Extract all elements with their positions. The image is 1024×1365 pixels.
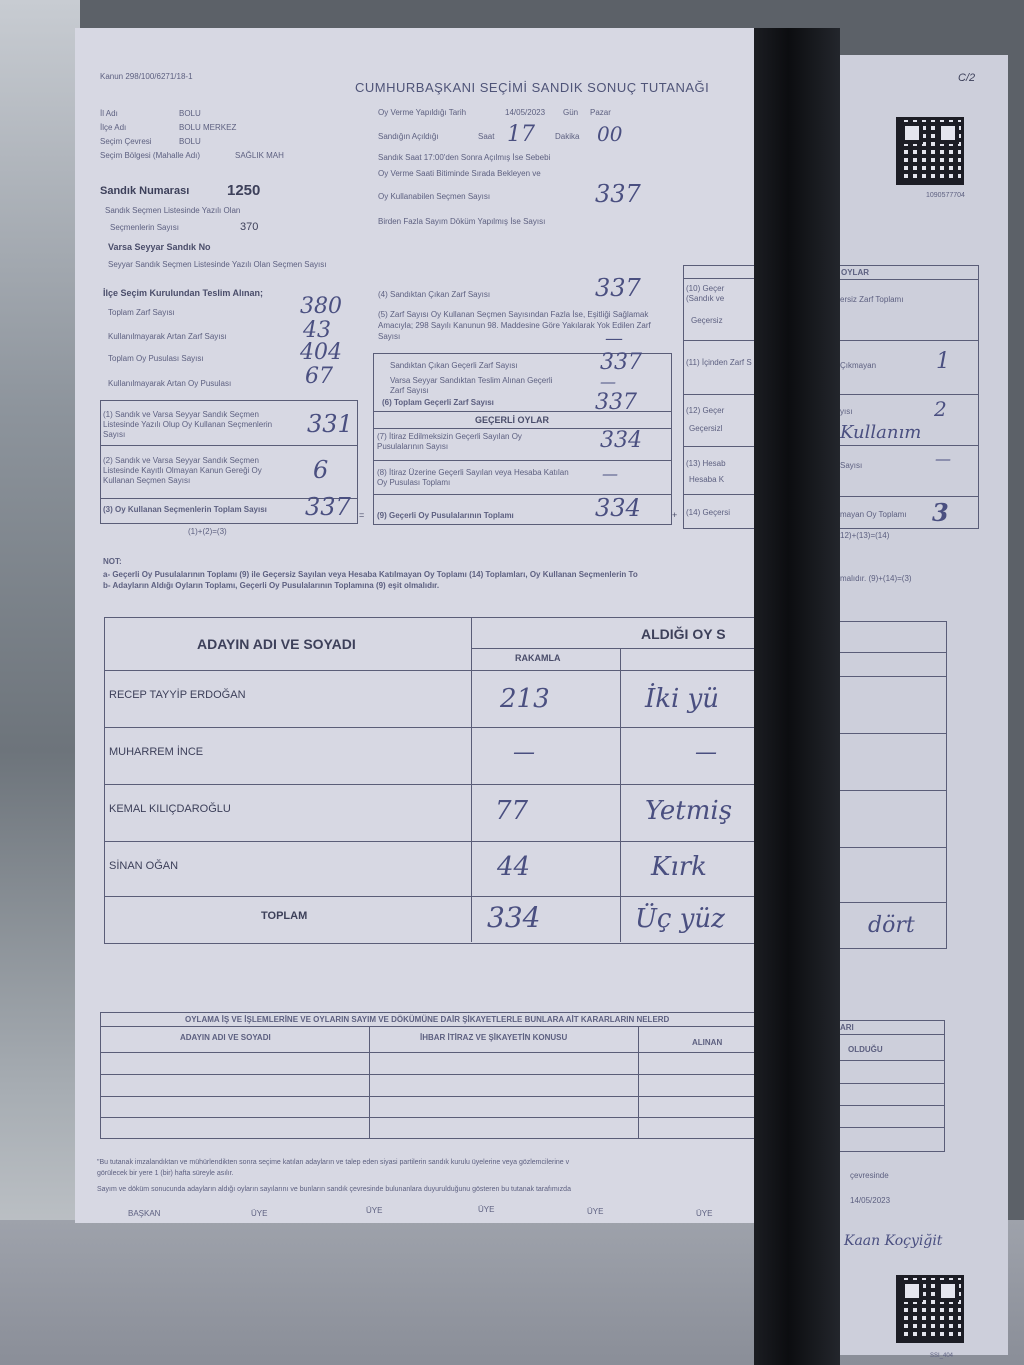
candidate-votes-text: Kırk bbox=[651, 852, 707, 882]
qr-number: 1090577704 bbox=[926, 192, 965, 199]
signature-date: 14/05/2023 bbox=[850, 1196, 891, 1205]
k4-value: 337 bbox=[595, 274, 641, 302]
k14-value: 3 bbox=[932, 498, 949, 527]
invalid-votes-box-right bbox=[838, 265, 979, 529]
signature-uye: ÜYE bbox=[587, 1207, 604, 1216]
invalid-votes-box bbox=[683, 265, 765, 529]
page-title: CUMHURBAŞKANI SEÇİMİ SANDIK SONUÇ TUTANAĞI bbox=[355, 80, 710, 95]
k8-value: — bbox=[602, 464, 618, 483]
valid-envelopes: 337 bbox=[600, 350, 642, 375]
law-reference: Kanun 298/100/6271/18-1 bbox=[100, 72, 193, 81]
candidate-name: SİNAN OĞAN bbox=[109, 860, 179, 872]
unused-envelopes: 43 bbox=[303, 318, 331, 343]
qr-code-icon bbox=[896, 1275, 964, 1343]
complaints-col-subject: İHBAR İTİRAZ VE ŞİKAYETİN KONUSU bbox=[420, 1033, 568, 1042]
total-votes-text-right: dört bbox=[868, 913, 915, 938]
candidate-name: MUHARREM İNCE bbox=[109, 746, 204, 758]
occluding-pole bbox=[754, 28, 840, 1365]
signature-uye: ÜYE bbox=[696, 1209, 713, 1218]
result-sheet: Kanun 298/100/6271/18-1 CUMHURBAŞKANI SEÇİMİ SANDIK SONUÇ TUTANAĞI İl Adı BOLU İlçe Adı BOLU MERKEZ Seçim Çevresi BOLU Seçim Bölgesi (Mahalle Adı) SAĞLIK MAH Sandık Numarası 1250 Sandık Seçmen Listesinde Yazılı Olan Seçmenlerin Sayısı 370 Varsa Seyyar Sandık No Seyyar Sandık Seçmen Listesinde Yazılı Olan Seçmen Sayısı Oy Verme Yapıldığı Tarih 14/05/2023 Gün Pazar Sandığın Açıldığı Saat 17 Dakika 00 Sandık Saat 17:00'den Sonra Açılmış İse Sebebi Oy Verme Saati Bitiminde Sırada Bekleyen ve Oy Kullanabilen Seçmen Sayısı 337 Birden Fazla Sayım Döküm Yapılmış İse Sayısı İlçe Seçim Kurulundan Teslim Alınan; Toplam Zarf Sayısı 380 Kullanılmayarak Artan Zarf Sayısı 43 Toplam Oy Pusulası Sayısı 404 Kullanılmayarak Artan Oy Pusulası 67 (1) Sandık ve Varsa Seyyar Sandık Seçmen Listesinde Yazılı Olup Oy Kullanan Seçmenlerin Sayısı 331 (2) Sandık ve Varsa Seyyar Sandık Seçmen Listesinde Kayıtlı Olmayan Kanun Gereği Oy Kullanan Seçmen Sayısı 6 (3) Oy Kullanan Seçmenlerin Toplam Sayısı 337 (1)+(2)=(3) = (4) Sandıktan Çıkan Zarf Sayısı 337 (5) Zarf Sayısı Oy Kullanan Seçmen Sayısından Fazla İse, Eşitliği Sağlamak Amacıyla; 298 Sayılı Kanunun 98. Maddesine Göre Yakılarak Yok Edilen Zarf Sayısı — Sandıktan Çıkan Geçerli Zarf Sayısı 337 Varsa Seyyar Sandıktan Teslim Alınan Geçerli Zarf Sayısı — (6) Toplam Geçerli Zarf Sayısı 337 GEÇERLİ OYLAR (7) İtiraz Edilmeksizin Geçerli Sayılan Oy Pusulalarının Sayısı 334 (8) İtiraz Üzerine Geçerli Sayılan veya Hesaba Katılan Oy Pusulası Toplamı — (9) Geçerli Oy Pusulalarının Toplamı 334 + (10) Geçer (Sandık ve Geçersiz (11) İçinden Zarf S (12) Geçer Geçersizl (13) Hesab Hesaba K (14) Geçersi NOT: a- Geçerli Oy Pusulalarının Toplamı (9) ile Geçersiz Sayılan veya Hesaba Katılmayan Oy Toplamı (14) Toplamları, Oy Kullanan Seçmenlerin To b- Adayların Aldığı Oyların Toplamı, Geçerli Oy Pusulalarının Toplamına (9) eşit olmalıdır. ADAYIN ADI VE SOYADI ALDIĞI OY S RAKAMLA RECEP TAYYİP ERDOĞAN 213 İki yü MUHARREM İNCE — — KEMAL KILIÇDAROĞLU 77 Yetmiş SİNAN OĞAN 44 Kırk TOPLAM 334 Üç yüz OYLAMA İŞ VE İŞLEMLERİNE VE OYLARIN SAYIM VE DÖKÜMÜNE DAİR ŞİKAYETLERLE BUNLARA AİT KARARLARIN NELERD ADAYIN ADI VE SOYADI İHBAR İTİRAZ VE ŞİKAYETİN KONUSU ALINAN "Bu tutanak imzalandıktan ve mühürlendikten sonra seçime katılan adayların ve talep eden siyasi partilerin sandık kurulu üyelerine veya gözlemcilerine v görülecek bir yere 1 (bir) hafta süreyle asılır. Sayım ve döküm sonucunda adayların aldığı oyların sayılarını ve bunların sandık çevresinde bulunanlara duyurulduğunu gösteren bu tutanak tarafımızda BAŞKAN ÜYE ÜYE ÜYE ÜYE ÜYE bbox=[75, 28, 765, 1223]
invalid-votes-title: OYLAR bbox=[841, 268, 869, 277]
complaints-table-right bbox=[838, 1020, 945, 1152]
k2-value: 6 bbox=[313, 456, 329, 484]
k6-value: 337 bbox=[595, 390, 637, 415]
note-a: a- Geçerli Oy Pusulalarının Toplamı (9) ile Geçersiz Sayılan veya Hesaba Katılmayan Oy Toplamı (14) Toplamları, Oy Kullanan Seçmenlerin To bbox=[103, 570, 638, 579]
signature: Kaan Koçyiğit bbox=[844, 1233, 943, 1249]
k12-note: Kullanım bbox=[840, 422, 922, 443]
total-ballots: 404 bbox=[300, 340, 342, 365]
note-b: b- Adayların Aldığı Oyların Toplamı, Geçerli Oy Pusulalarının Toplamına (9) eşit olmalıdır. bbox=[103, 581, 440, 590]
signature-uye: ÜYE bbox=[478, 1205, 495, 1214]
opening-minute: 00 bbox=[597, 122, 623, 146]
qr-code-icon bbox=[896, 117, 964, 185]
election-date: 14/05/2023 bbox=[505, 108, 546, 117]
unused-ballots: 67 bbox=[305, 364, 333, 389]
k5-value: — bbox=[605, 328, 623, 349]
candidate-votes-numeric: 44 bbox=[497, 852, 531, 882]
valid-votes-title: GEÇERLİ OYLAR bbox=[475, 415, 550, 425]
results-table bbox=[104, 617, 766, 944]
il-value: BOLU bbox=[179, 109, 201, 118]
k12-value: 2 bbox=[934, 397, 947, 421]
complaints-table bbox=[100, 1012, 767, 1139]
candidate-votes-text: Yetmiş bbox=[645, 796, 733, 826]
k13-value: — bbox=[935, 449, 951, 468]
cevre-value: BOLU bbox=[179, 137, 201, 146]
k3-value: 337 bbox=[305, 493, 351, 521]
k9-value: 334 bbox=[595, 494, 641, 522]
total-votes-text: Üç yüz bbox=[635, 904, 725, 934]
results-table-right bbox=[838, 621, 947, 949]
page-code: SSI_404 bbox=[930, 1353, 954, 1359]
mobile-envelopes: — bbox=[600, 372, 616, 391]
result-sheet-right: C/2 1090577704 OYLAR ersiz Zarf Toplamı Çıkmayan 1 yısı 2 Kullanım Sayısı — mayan Oy Toplamı 3 12)+(13)=(14) malıdır. (9)+(14)=(3) dört ARI OLDUĞU çevresinde 14/05/2023 Kaan Koçyiğit SSI_404 bbox=[838, 55, 1008, 1355]
waiting-voters: 337 bbox=[595, 180, 641, 208]
registered-voters: 370 bbox=[240, 221, 259, 233]
candidate-votes-text: — bbox=[695, 740, 717, 765]
k7-value: 334 bbox=[600, 428, 642, 453]
candidate-name: RECEP TAYYİP ERDOĞAN bbox=[109, 689, 246, 701]
ballot-box-number: 1250 bbox=[227, 182, 261, 199]
candidate-votes-numeric: 213 bbox=[500, 684, 550, 714]
bolge-value: SAĞLIK MAH bbox=[235, 151, 284, 160]
candidate-votes-numeric: 77 bbox=[495, 796, 529, 826]
complaints-title: OYLAMA İŞ VE İŞLEMLERİNE VE OYLARIN SAYIM VE DÖKÜMÜNE DAİR ŞİKAYETLERLE BUNLARA AİT KARARLARIN NELERD bbox=[185, 1015, 670, 1024]
form-code: C/2 bbox=[958, 72, 976, 84]
signature-baskan: BAŞKAN bbox=[128, 1209, 161, 1218]
col-votes: ALDIĞI OY S bbox=[641, 626, 726, 642]
candidate-votes-numeric: — bbox=[513, 740, 535, 765]
candidate-name: KEMAL KILIÇDAROĞLU bbox=[109, 803, 231, 815]
k11-value: 1 bbox=[936, 349, 950, 374]
k1-value: 331 bbox=[307, 410, 353, 438]
col-numeric: RAKAMLA bbox=[515, 653, 561, 663]
complaints-col-candidate: ADAYIN ADI VE SOYADI bbox=[180, 1033, 271, 1042]
signature-uye: ÜYE bbox=[366, 1206, 383, 1215]
signature-uye: ÜYE bbox=[251, 1209, 268, 1218]
col-candidate-name: ADAYIN ADI VE SOYADI bbox=[197, 636, 356, 652]
total-label: TOPLAM bbox=[261, 910, 308, 922]
ilce-value: BOLU MERKEZ bbox=[179, 123, 237, 132]
complaints-col-decision: ALINAN bbox=[692, 1038, 723, 1047]
candidate-votes-text: İki yü bbox=[645, 684, 720, 714]
total-votes-numeric: 334 bbox=[487, 901, 541, 934]
total-envelopes: 380 bbox=[300, 294, 342, 319]
opening-hour: 17 bbox=[507, 122, 535, 147]
background-left bbox=[0, 0, 80, 1365]
election-day: Pazar bbox=[590, 108, 611, 117]
